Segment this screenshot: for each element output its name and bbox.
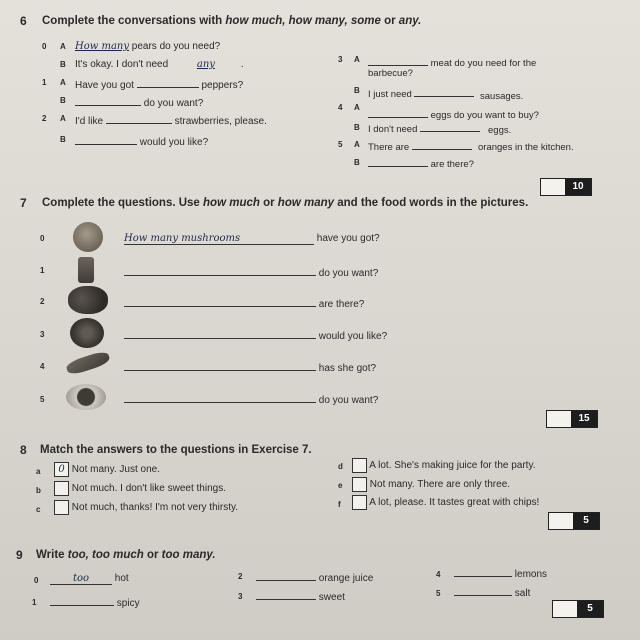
handwritten-answer[interactable]: How many mushrooms — [124, 233, 314, 245]
answer-box[interactable] — [54, 481, 69, 496]
answer-blank[interactable] — [75, 95, 141, 106]
option-letter: d — [338, 462, 343, 471]
item-word: sweet — [318, 592, 345, 603]
line-text: It's okay. I don't need — [75, 59, 169, 70]
item-number: 4 — [436, 570, 441, 579]
answer-box[interactable] — [352, 477, 367, 492]
exercise-7-title — [42, 197, 528, 209]
line-text: sausages. — [480, 91, 524, 102]
title-part: how many — [277, 197, 335, 209]
conversation-line — [75, 134, 208, 148]
line-text: strawberries, please. — [174, 116, 267, 127]
item-number: 0 — [42, 42, 47, 51]
match-option — [54, 481, 226, 496]
line-text: barbecue? — [368, 68, 413, 79]
handwritten-answer[interactable]: any — [196, 59, 215, 70]
title-part: how much, how many, some — [225, 15, 381, 27]
conversation-line — [75, 77, 243, 91]
exercise-8-number: 8 — [20, 443, 27, 457]
answer-blank[interactable] — [124, 265, 316, 276]
option-text: Not much. I don't like sweet things. — [71, 483, 226, 495]
item-number: 3 — [238, 592, 243, 601]
title-part: and the food words in the pictures. — [334, 197, 529, 209]
title-part: Complete the conversations with — [42, 15, 226, 27]
exercise-9-number: 9 — [16, 548, 23, 562]
speaker-label: A — [354, 103, 360, 112]
answer-blank[interactable] — [50, 595, 114, 606]
title-part: how much — [203, 197, 260, 209]
answer-blank[interactable] — [256, 589, 316, 600]
speaker-label: A — [354, 140, 360, 149]
question-line — [124, 296, 364, 310]
title-part: too many. — [161, 549, 216, 561]
meat-plate-icon — [66, 384, 106, 410]
item-number: 3 — [40, 330, 45, 339]
match-option — [54, 462, 160, 477]
line-text: do you want? — [143, 98, 204, 109]
item-number: 5 — [40, 395, 45, 404]
conversation-line — [75, 95, 203, 109]
score-box[interactable] — [540, 178, 592, 196]
answer-blank[interactable] — [75, 134, 137, 145]
answer-blank[interactable] — [414, 86, 474, 97]
line-text: do you want? — [318, 268, 379, 279]
line-text: do you want? — [318, 395, 379, 406]
item-number: 0 — [34, 576, 39, 585]
title-part: any. — [398, 15, 422, 27]
option-text: Not many. There are only three. — [369, 479, 511, 491]
speaker-label: B — [354, 86, 360, 95]
title-part: Write — [36, 549, 68, 561]
line-text: has she got? — [318, 363, 377, 374]
speaker-label: A — [60, 114, 66, 123]
score-total: 5 — [573, 513, 599, 529]
option-letter: a — [36, 467, 41, 476]
conversation-line — [75, 41, 220, 52]
speaker-label: B — [354, 158, 360, 167]
title-part: too, too much — [67, 549, 144, 561]
line-text: meat do you need for the — [430, 58, 537, 69]
write-item — [454, 585, 530, 599]
title-part: or — [143, 549, 162, 561]
answer-box[interactable] — [352, 495, 367, 510]
item-number: 0 — [40, 234, 45, 243]
exercise-8-title: Match the answers to the questions in Exercise 7. — [40, 444, 312, 456]
conversation-line — [368, 55, 536, 69]
answer-blank[interactable] — [106, 113, 172, 124]
answer-box[interactable] — [54, 500, 69, 515]
exercise-6-title — [42, 15, 421, 27]
line-text: are there? — [318, 299, 365, 310]
conversation-line — [368, 156, 474, 170]
answer-blank[interactable] — [454, 566, 512, 577]
speaker-label: A — [60, 78, 66, 87]
item-word: salt — [514, 588, 531, 599]
answer-blank[interactable] — [420, 121, 480, 132]
item-number: 3 — [338, 55, 343, 64]
score-total: 5 — [577, 601, 603, 617]
item-number: 2 — [40, 297, 45, 306]
paella-icon — [70, 318, 104, 348]
score-total: 15 — [571, 411, 597, 427]
item-word: lemons — [514, 569, 548, 580]
score-box[interactable] — [546, 410, 598, 428]
line-text: pears do you need? — [131, 41, 221, 52]
speaker-label: B — [60, 60, 66, 69]
mushrooms-icon — [73, 222, 103, 252]
answer-blank[interactable] — [368, 107, 428, 118]
title-part: or — [259, 197, 278, 209]
conversation-line — [75, 59, 244, 70]
juice-icon — [78, 257, 94, 283]
option-text: Not many. Just one. — [71, 464, 160, 476]
item-word: orange juice — [318, 573, 374, 584]
exercise-7-number: 7 — [20, 196, 27, 210]
line-text: eggs do you want to buy? — [430, 110, 539, 121]
answer-blank[interactable] — [137, 77, 199, 88]
answer-blank[interactable] — [124, 360, 316, 371]
score-total: 10 — [565, 179, 591, 195]
conversation-line — [368, 86, 474, 100]
title-part: Complete the questions. Use — [42, 197, 204, 209]
question-line — [124, 392, 378, 406]
speaker-label: B — [60, 135, 66, 144]
line-text: Have you got — [75, 80, 134, 91]
question-line — [124, 328, 387, 342]
conversation-line — [75, 113, 267, 127]
speaker-label: A — [60, 42, 66, 51]
handwritten-answer[interactable]: How many — [75, 41, 130, 52]
answer-blank[interactable] — [368, 55, 428, 66]
match-option — [352, 477, 510, 492]
line-text: I just need — [368, 89, 412, 100]
answer-blank[interactable] — [124, 392, 316, 403]
item-number: 5 — [338, 140, 343, 149]
conversation-line — [368, 139, 472, 153]
line-text: have you got? — [316, 233, 380, 244]
speaker-label: B — [60, 96, 66, 105]
answer-blank[interactable] — [368, 156, 428, 167]
item-number: 4 — [338, 103, 343, 112]
speaker-label: A — [354, 55, 360, 64]
item-number: 1 — [32, 598, 37, 607]
item-number: 1 — [42, 78, 47, 87]
write-item — [454, 566, 547, 580]
answer-blank[interactable] — [256, 570, 316, 581]
question-line — [124, 265, 378, 279]
line-text: . — [240, 59, 244, 70]
title-part: or — [380, 15, 399, 27]
answer-blank[interactable] — [124, 328, 316, 339]
line-text: peppers? — [201, 80, 244, 91]
exercise-6-number: 6 — [20, 14, 27, 28]
match-option — [54, 500, 238, 515]
option-letter: f — [338, 500, 341, 509]
answer-blank[interactable] — [454, 585, 512, 596]
answer-box[interactable] — [352, 458, 367, 473]
option-text: A lot, please. It tastes great with chips! — [369, 497, 540, 509]
match-option — [352, 458, 535, 473]
conversation-line — [368, 107, 539, 121]
write-item — [50, 595, 140, 609]
score-box[interactable] — [552, 600, 604, 618]
line-text: eggs. — [488, 125, 512, 136]
line-text: oranges in the kitchen. — [478, 142, 574, 153]
item-word: hot — [114, 573, 129, 584]
speaker-label: B — [354, 123, 360, 132]
item-word: spicy — [116, 598, 140, 609]
line-text: are there? — [430, 159, 474, 170]
option-text: A lot. She's making juice for the party. — [369, 460, 536, 472]
write-item — [256, 570, 373, 584]
option-letter: e — [338, 481, 343, 490]
answer-box[interactable]: 0 — [54, 462, 69, 477]
handwritten-answer[interactable]: too — [50, 573, 112, 585]
item-number: 2 — [238, 572, 243, 581]
beans-icon — [65, 350, 111, 377]
write-item — [256, 589, 345, 603]
item-number: 5 — [436, 589, 441, 598]
answer-blank[interactable] — [412, 139, 472, 150]
option-letter: b — [36, 486, 41, 495]
option-letter: c — [36, 505, 41, 514]
line-text: would you like? — [139, 137, 209, 148]
conversation-line — [368, 121, 480, 135]
answer-blank[interactable] — [124, 296, 316, 307]
line-text: would you like? — [318, 331, 388, 342]
line-text: I'd like — [75, 116, 104, 127]
item-number: 2 — [42, 114, 47, 123]
exercise-9-title — [36, 549, 216, 561]
peppers-icon — [68, 286, 108, 314]
match-option — [352, 495, 539, 510]
write-item — [50, 573, 129, 585]
question-line — [124, 233, 380, 245]
option-text: Not much, thanks! I'm not very thirsty. — [71, 502, 239, 514]
item-number: 4 — [40, 362, 45, 371]
item-number: 1 — [40, 266, 45, 275]
line-text: There are — [368, 142, 410, 153]
score-box[interactable] — [548, 512, 600, 530]
line-text: I don't need — [368, 124, 418, 135]
question-line — [124, 360, 376, 374]
